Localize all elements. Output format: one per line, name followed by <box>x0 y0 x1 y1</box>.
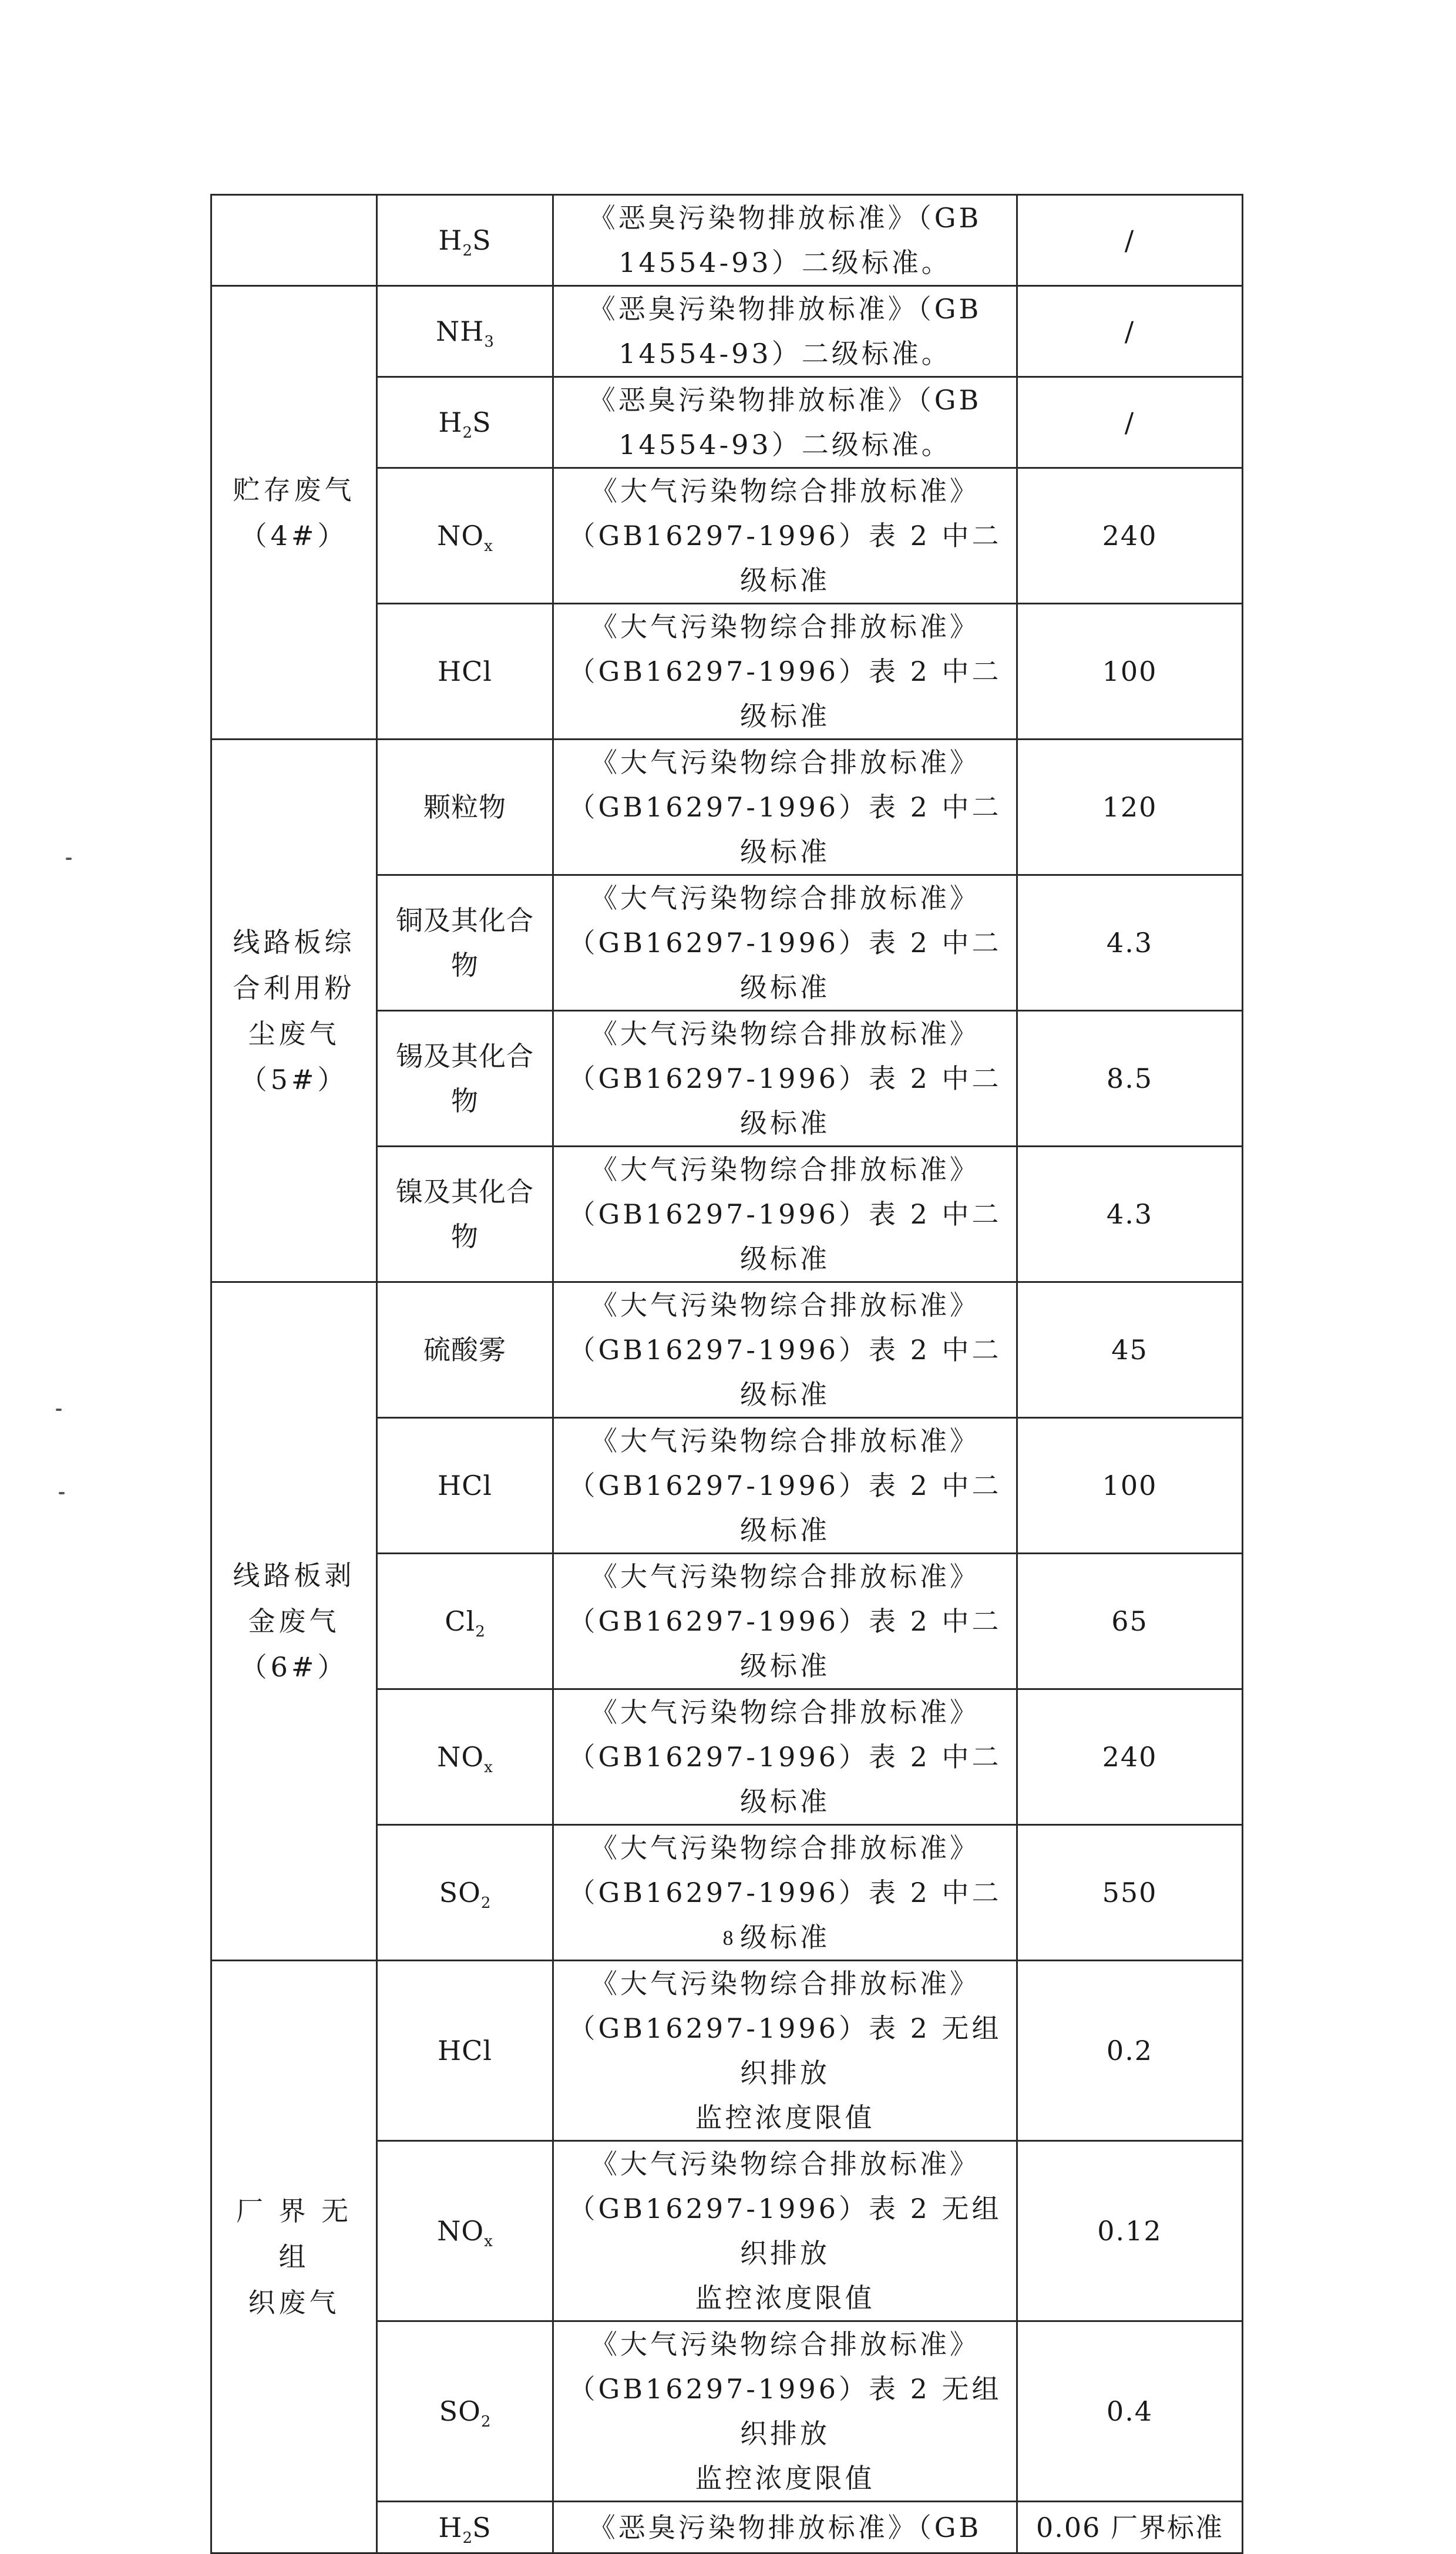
pollutant-formula: SO <box>439 1877 481 1908</box>
source-group-line: （5#） <box>240 1063 348 1095</box>
table-body <box>211 195 1243 2553</box>
limit-cell: 0.2 <box>1017 1961 1243 2141</box>
pollutant-subscript: 2 <box>480 2413 491 2431</box>
pollutant-subscript: 2 <box>480 1894 491 1913</box>
standard-line: 《大气污染物综合排放标准》 <box>590 611 980 643</box>
pollutant-subscript: 2 <box>462 2529 473 2547</box>
standard-cell <box>553 875 1017 1011</box>
pollutant-line: 物 <box>451 949 479 981</box>
source-group-cell <box>211 286 377 740</box>
pollutant-subscript: 3 <box>484 333 494 351</box>
standard-cell <box>553 2502 1017 2553</box>
standard-cell <box>553 468 1017 604</box>
emission-standards-table <box>210 194 1243 2554</box>
table-row <box>211 740 1243 875</box>
pollutant-formula: HCl <box>437 1470 493 1501</box>
pollutant-subscript: 2 <box>475 1623 485 1641</box>
standard-line: 《恶臭污染物排放标准》（GB <box>588 293 982 325</box>
source-group-line: 贮存废气 <box>233 473 355 506</box>
pollutant-line: 锡及其化合 <box>396 1040 534 1072</box>
pollutant-cell <box>377 468 553 604</box>
standard-line: 《大气污染物综合排放标准》 <box>590 882 980 914</box>
limit-cell: 100 <box>1017 1418 1243 1554</box>
pollutant-cell <box>377 1147 553 1282</box>
source-group-line: 合利用粉 <box>233 972 355 1004</box>
pollutant-cell <box>377 1282 553 1418</box>
pollutant-line: 物 <box>451 1085 479 1117</box>
pollutant-formula: NH <box>436 315 485 347</box>
pollutant-formula: NO <box>437 520 485 552</box>
pollutant-line: 镍及其化合 <box>396 1176 534 1208</box>
standard-line: （GB16297-1996）表 2 中二级标准 <box>568 927 1002 1003</box>
pollutant-cell <box>377 1011 553 1147</box>
standard-line: 《大气污染物综合排放标准》 <box>590 1696 980 1728</box>
table-row <box>211 1282 1243 1418</box>
pollutant-formula: H <box>438 224 463 256</box>
limit-cell: 100 <box>1017 604 1243 740</box>
pollutant-cell <box>377 195 553 286</box>
source-group-line: 金废气 <box>248 1605 340 1637</box>
pollutant-formula-tail: S <box>472 224 492 256</box>
standard-cell <box>553 377 1017 468</box>
pollutant-formula: HCl <box>437 2035 493 2066</box>
standard-line: 《恶臭污染物排放标准》（GB <box>588 2511 982 2543</box>
standard-line: （GB16297-1996）表 2 中二级标准 <box>568 1605 1002 1682</box>
standard-cell <box>553 604 1017 740</box>
limit-cell: / <box>1017 286 1243 377</box>
standard-line: 《大气污染物综合排放标准》 <box>590 1832 980 1864</box>
standard-line: 监控浓度限值 <box>695 2102 875 2133</box>
pollutant-formula-tail: S <box>472 2511 492 2543</box>
pollutant-cell <box>377 1689 553 1825</box>
pollutant-cell <box>377 1418 553 1554</box>
standard-line: 《大气污染物综合排放标准》 <box>590 1561 980 1592</box>
source-group-cell <box>211 1282 377 1961</box>
pollutant-subscript: 2 <box>462 242 473 260</box>
standard-line: （GB16297-1996）表 2 中二级标准 <box>568 1470 1002 1546</box>
standard-line: （GB16297-1996）表 2 中二级标准 <box>568 1741 1002 1817</box>
source-group-cell <box>211 195 377 286</box>
pollutant-cell <box>377 1961 553 2141</box>
limit-cell: 65 <box>1017 1554 1243 1689</box>
limit-cell: / <box>1017 377 1243 468</box>
standard-line: 《恶臭污染物排放标准》（GB <box>588 202 982 234</box>
standard-cell <box>553 740 1017 875</box>
standard-line: 14554-93）二级标准。 <box>618 429 951 461</box>
standard-cell <box>553 1011 1017 1147</box>
standard-line: （GB16297-1996）表 2 中二级标准 <box>568 656 1002 732</box>
standard-line: （GB16297-1996）表 2 中二级标准 <box>568 520 1002 596</box>
standard-line: 《大气污染物综合排放标准》 <box>590 747 980 778</box>
table-row <box>211 286 1243 377</box>
pollutant-cell <box>377 2321 553 2502</box>
standard-line: 监控浓度限值 <box>695 2462 875 2494</box>
pollutant-cell <box>377 286 553 377</box>
scan-speck <box>59 1492 65 1494</box>
standard-line: （GB16297-1996）表 2 中二级标准 <box>568 1198 1002 1275</box>
limit-cell: 120 <box>1017 740 1243 875</box>
pollutant-line: 铜及其化合 <box>396 905 534 936</box>
standard-line: 《恶臭污染物排放标准》（GB <box>588 384 982 416</box>
page-number: 8 <box>722 1926 734 1950</box>
limit-cell: 45 <box>1017 1282 1243 1418</box>
standard-cell <box>553 1689 1017 1825</box>
source-group-line: 厂 界 无 组 <box>236 2195 352 2273</box>
standard-cell <box>553 1554 1017 1689</box>
limit-cell: 4.3 <box>1017 1147 1243 1282</box>
source-group-line: （4#） <box>240 519 348 552</box>
scan-speck <box>56 1409 62 1411</box>
pollutant-formula: HCl <box>437 656 493 687</box>
pollutant-formula: Cl <box>445 1605 476 1637</box>
standard-cell <box>553 2141 1017 2321</box>
standard-line: （GB16297-1996）表 2 无组织排放 <box>568 2012 1002 2089</box>
standard-line: 《大气污染物综合排放标准》 <box>590 1968 980 1999</box>
source-group-line: 尘废气 <box>248 1017 340 1050</box>
limit-cell: 0.4 <box>1017 2321 1243 2502</box>
pollutant-cell <box>377 1554 553 1689</box>
source-group-line: 线路板剥 <box>233 1560 355 1591</box>
standard-line: 14554-93）二级标准。 <box>618 247 951 278</box>
source-group-line: （6#） <box>240 1651 348 1683</box>
pollutant-cell <box>377 377 553 468</box>
table-row <box>211 195 1243 286</box>
pollutant-subscript: x <box>484 1759 493 1777</box>
pollutant-formula-tail: S <box>472 406 492 438</box>
pollutant-formula: H <box>438 2511 463 2543</box>
limit-cell: 240 <box>1017 468 1243 604</box>
standard-cell <box>553 2321 1017 2502</box>
standard-cell <box>553 1961 1017 2141</box>
limit-cell: 550 <box>1017 1825 1243 1961</box>
pollutant-formula: 颗粒物 <box>423 791 506 823</box>
standard-line: 14554-93）二级标准。 <box>618 338 951 369</box>
pollutant-subscript: 2 <box>462 424 473 442</box>
pollutant-cell <box>377 875 553 1011</box>
standard-cell <box>553 1418 1017 1554</box>
pollutant-formula: NO <box>437 2215 485 2247</box>
source-group-line: 线路板综 <box>233 926 355 958</box>
pollutant-subscript: x <box>484 2233 493 2251</box>
standard-line: 《大气污染物综合排放标准》 <box>590 1425 980 1457</box>
pollutant-cell <box>377 604 553 740</box>
standard-line: 《大气污染物综合排放标准》 <box>590 475 980 507</box>
limit-cell: / <box>1017 195 1243 286</box>
limit-cell: 0.12 <box>1017 2141 1243 2321</box>
standard-cell <box>553 195 1017 286</box>
limit-cell: 0.06 厂界标准 <box>1017 2502 1243 2553</box>
limit-cell: 4.3 <box>1017 875 1243 1011</box>
limit-cell: 8.5 <box>1017 1011 1243 1147</box>
standard-line: （GB16297-1996）表 2 中二级标准 <box>568 1877 1002 1953</box>
pollutant-cell <box>377 2502 553 2553</box>
table-row <box>211 1961 1243 2141</box>
source-group-cell <box>211 1961 377 2553</box>
source-group-line: 织废气 <box>248 2287 340 2318</box>
pollutant-cell <box>377 740 553 875</box>
pollutant-formula: H <box>438 406 463 438</box>
standard-line: 《大气污染物综合排放标准》 <box>590 2148 980 2180</box>
standard-line: 《大气污染物综合排放标准》 <box>590 2328 980 2360</box>
pollutant-line: 物 <box>451 1221 479 1252</box>
standard-line: 《大气污染物综合排放标准》 <box>590 1289 980 1321</box>
standard-line: （GB16297-1996）表 2 中二级标准 <box>568 1063 1002 1139</box>
standard-line: （GB16297-1996）表 2 无组织排放 <box>568 2373 1002 2449</box>
pollutant-formula: NO <box>437 1741 485 1773</box>
standard-cell <box>553 1147 1017 1282</box>
pollutant-cell <box>377 2141 553 2321</box>
pollutant-formula: SO <box>439 2395 481 2427</box>
standard-cell <box>553 1282 1017 1418</box>
standard-line: 监控浓度限值 <box>695 2282 875 2314</box>
standard-line: （GB16297-1996）表 2 无组织排放 <box>568 2193 1002 2269</box>
standard-line: （GB16297-1996）表 2 中二级标准 <box>568 1334 1002 1410</box>
scan-speck <box>66 858 72 860</box>
pollutant-formula: 硫酸雾 <box>423 1334 506 1366</box>
source-group-cell <box>211 740 377 1282</box>
limit-cell: 240 <box>1017 1689 1243 1825</box>
standard-line: 《大气污染物综合排放标准》 <box>590 1154 980 1185</box>
pollutant-subscript: x <box>484 537 493 556</box>
standard-line: （GB16297-1996）表 2 中二级标准 <box>568 791 1002 868</box>
standard-cell <box>553 286 1017 377</box>
standard-line: 《大气污染物综合排放标准》 <box>590 1018 980 1050</box>
